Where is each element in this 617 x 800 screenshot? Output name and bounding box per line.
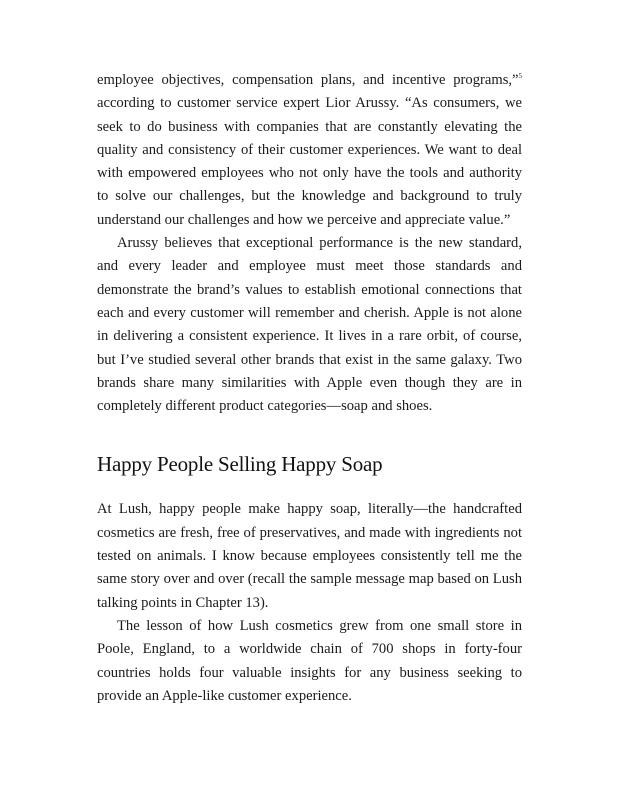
paragraph-lush-lesson: The lesson of how Lush cosmetics grew from one small store in Poole, England, to a worldwide chain of 700 shops in forty-four countries holds four valuable insights for any business seeking to provide an Apple-like customer experience. [97, 617, 522, 704]
section-heading: Happy People Selling Happy Soap [97, 452, 383, 477]
paragraph-lush-intro: At Lush, happy people make happy soap, literally—the handcrafted cosmetics are fresh, free of preservatives, and made with ingredients not tested on animals. I know because employees consistently tell me the same story over and over (recall the sample message map based on Lush talking points in Chapter 13). [97, 501, 522, 611]
paragraph-quote-continuation [97, 69, 522, 232]
paragraph-quote-start: employee objectives, compensation plans, and incentive programs,” [97, 72, 519, 88]
page-body [97, 69, 522, 708]
footnote-marker: 5 [518, 72, 522, 81]
paragraph-quote-rest: according to customer service expert Lior Arussy. “As consumers, we seek to do business with companies that are constantly elevating the quality and consistency of their customer experiences. We want to deal with empowered employees who not only have the tools and authority to solve our challenges, but the knowledge and background to truly understand our challenges and how we perceive and appreciate value.” [97, 95, 522, 228]
paragraph-arussy: Arussy believes that exceptional performance is the new standard, and every leader and employee must meet those standards and demonstrate the brand’s values to establish emotional connections that each and every customer will remember and cherish. Apple is not alone in delivering a consistent experience. It lives in a rare orbit, of course, but I’ve studied several other brands that exist in the same galaxy. Two brands share many similarities with Apple even though they are in completely different product categories—soap and shoes. [97, 235, 522, 415]
